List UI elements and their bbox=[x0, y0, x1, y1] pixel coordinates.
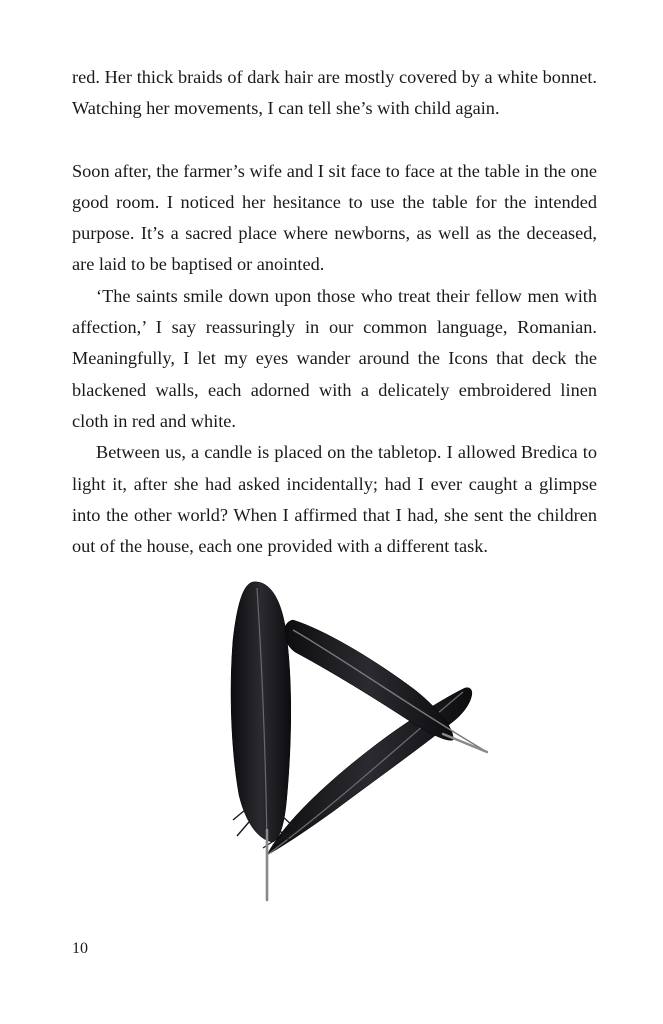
body-text bbox=[72, 62, 597, 562]
feather-diagonal bbox=[263, 688, 472, 855]
paragraph-continued: red. Her thick braids of dark hair are mostly covered by a white bonnet. Watching her movements, I can tell she’s with child again. bbox=[72, 67, 597, 119]
paragraph: ‘The saints smile down upon those who treat their fellow men with affection,’ I say reassuringly in our common language, Romanian. Meaningfully, I let my eyes wander around the Icons that deck the blackened walls, each adorned with a delicately embroidered linen cloth in red and white. bbox=[72, 285, 597, 431]
paragraph: Soon after, the farmer’s wife and I sit face to face at the table in the one good room. I noticed her hesitance to use the table for the intended purpose. It’s a sacred place where newborns, as well as the deceased, are laid to be baptised or anointed. bbox=[72, 160, 597, 275]
page-number: 10 bbox=[72, 940, 88, 957]
feather-vertical bbox=[231, 582, 295, 900]
feather-upper bbox=[284, 620, 487, 752]
crow-feathers-triangle-icon bbox=[215, 570, 500, 905]
paragraph: Between us, a candle is placed on the tabletop. I allowed Bredica to light it, after she had asked incidentally; had I ever caught a glimpse into the other world? When I affirmed that I had, she sent the children out of the house, each one provided with a different task. bbox=[72, 442, 597, 557]
